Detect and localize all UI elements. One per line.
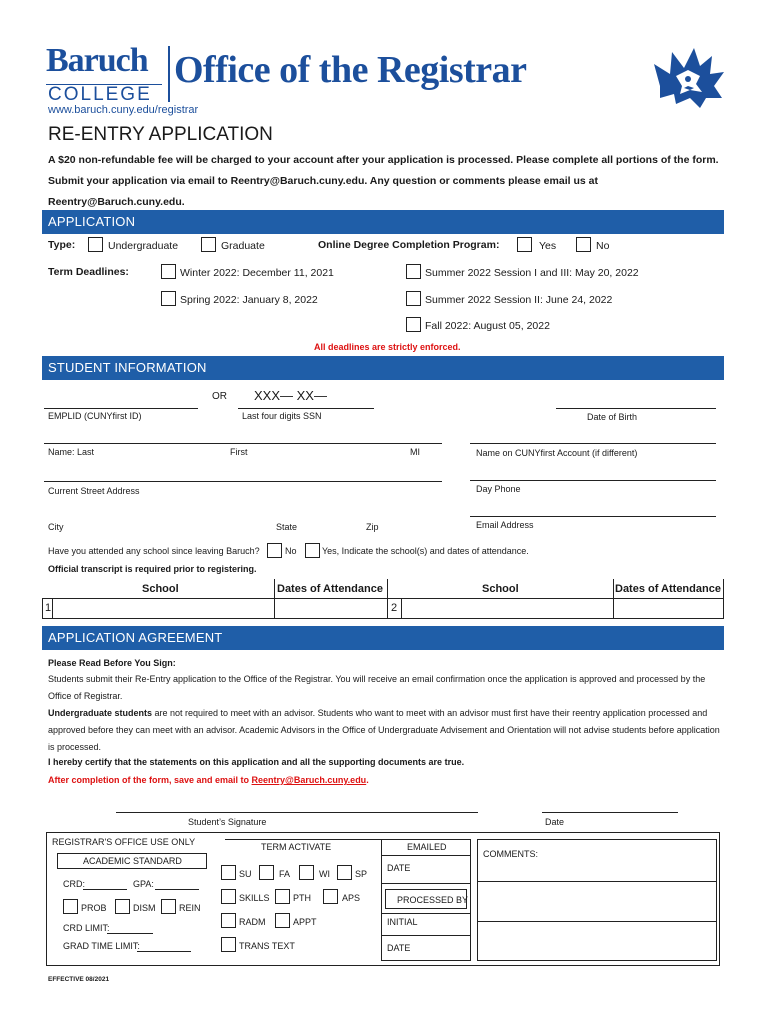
online-program-label: Online Degree Completion Program: <box>318 239 500 251</box>
fa-label: FA <box>279 869 291 879</box>
dates-header-1: Dates of Attendance <box>277 583 383 595</box>
deadline-note: All deadlines are strictly enforced. <box>314 342 461 352</box>
rein-checkbox[interactable] <box>161 899 176 914</box>
ssn-label: Last four digits SSN <box>242 411 322 421</box>
after-completion-end: . <box>366 775 369 785</box>
attended-question: Have you attended any school since leaving Baruch? <box>48 546 260 556</box>
student-info-band: STUDENT INFORMATION <box>42 356 724 380</box>
aps-checkbox[interactable] <box>323 889 338 904</box>
last-name-label: Name: Last <box>48 447 95 457</box>
sp-label: SP <box>355 869 368 879</box>
transcript-note: Official transcript is required prior to registering. <box>48 564 257 574</box>
emplid-label: EMPLID (CUNYfirst ID) <box>48 411 142 421</box>
form-intro: A $20 non-refundable fee will be charged to your account after your application is processed. Please complete all portions of the form. Submit your application via email to Reentry@Baruch.cuny.edu. Any question or comments please email us at Reentry@Baruch.cuny.edu. <box>48 154 719 208</box>
su-checkbox[interactable] <box>221 865 236 880</box>
zip-label: Zip <box>366 522 379 532</box>
registrar-website[interactable]: www.baruch.cuny.edu/registrar <box>48 104 199 116</box>
wi-checkbox[interactable] <box>299 865 314 880</box>
row-number-2: 2 <box>391 602 398 614</box>
term-deadlines-label: Term Deadlines: <box>48 266 129 278</box>
emailed-label: EMAILED <box>407 842 447 852</box>
school-header-2: School <box>482 583 519 595</box>
or-label: OR <box>212 391 227 402</box>
letterhead <box>44 42 726 118</box>
winter-label: Winter 2022: December 11, 2021 <box>180 267 334 279</box>
processed-by-label: PROCESSED BY <box>397 895 469 905</box>
undergraduate-students-bold: Undergraduate students <box>48 708 153 718</box>
graduate-label: Graduate <box>221 240 265 252</box>
application-band: APPLICATION <box>42 210 724 234</box>
summer2-checkbox[interactable] <box>406 291 421 306</box>
agreement-p2 <box>48 705 720 756</box>
fall-label: Fall 2022: August 05, 2022 <box>425 320 550 332</box>
ssn-mask: XXX— XX— <box>254 388 327 403</box>
spring-checkbox[interactable] <box>161 291 176 306</box>
crd-label: CRD: <box>63 879 85 889</box>
logo-baruch-text: Baruch <box>46 42 148 79</box>
row-number-1: 1 <box>45 602 52 614</box>
sp-checkbox[interactable] <box>337 865 352 880</box>
email-label: Email Address <box>476 520 534 530</box>
after-completion-note <box>48 775 369 785</box>
rein-label: REIN <box>179 903 201 913</box>
office-use-box <box>46 832 720 966</box>
term-activate-label: TERM ACTIVATE <box>261 842 332 852</box>
attended-no-label: No <box>285 546 297 556</box>
dates-header-2: Dates of Attendance <box>615 583 721 595</box>
attended-yes-label: Yes, Indicate the school(s) and dates of attendance. <box>322 546 529 556</box>
radm-checkbox[interactable] <box>221 913 236 928</box>
prob-label: PROB <box>81 903 107 913</box>
dob-label: Date of Birth <box>587 412 638 422</box>
grad-time-limit-label: GRAD TIME LIMIT: <box>63 941 140 951</box>
pth-checkbox[interactable] <box>275 889 290 904</box>
processed-date-label: DATE <box>387 943 411 953</box>
attended-no-checkbox[interactable] <box>267 543 282 558</box>
trans-text-label: TRANS TEXT <box>239 941 295 951</box>
skills-label: SKILLS <box>239 893 270 903</box>
state-label: State <box>276 522 298 532</box>
online-yes-label: Yes <box>539 240 557 252</box>
read-before-label: Please Read Before You Sign: <box>48 658 176 668</box>
online-yes-checkbox[interactable] <box>517 237 532 252</box>
baruch-logo <box>46 42 164 105</box>
crd-limit-label: CRD LIMIT: <box>63 923 110 933</box>
undergraduate-checkbox[interactable] <box>88 237 103 252</box>
winter-checkbox[interactable] <box>161 264 176 279</box>
reentry-email-link[interactable]: Reentry@Baruch.cuny.edu <box>251 775 367 785</box>
logo-college-text: COLLEGE <box>48 84 152 105</box>
school-header-1: School <box>142 583 179 595</box>
effective-date: EFFECTIVE 08/2021 <box>48 976 110 983</box>
gpa-label: GPA: <box>133 879 154 889</box>
fall-checkbox[interactable] <box>406 317 421 332</box>
academic-standard-label: ACADEMIC STANDARD <box>83 856 182 866</box>
summer1-checkbox[interactable] <box>406 264 421 279</box>
radm-label: RADM <box>239 917 266 927</box>
agreement-p2-text: are not required to meet with an advisor. Students who want to meet with an advisor must first have their reentry application processed and approved before they can meet with an advisor. Academic Advisors in the Office of Undergraduate Advisement and Orientation will not advise students before application is processed. <box>48 708 720 752</box>
appt-checkbox[interactable] <box>275 913 290 928</box>
skills-checkbox[interactable] <box>221 889 236 904</box>
prob-checkbox[interactable] <box>63 899 78 914</box>
dism-checkbox[interactable] <box>115 899 130 914</box>
wi-label: WI <box>319 869 330 879</box>
after-completion-text: After completion of the form, save and email to <box>48 775 252 785</box>
office-use-title: REGISTRAR'S OFFICE USE ONLY <box>52 837 196 847</box>
comments-label: COMMENTS: <box>483 849 538 859</box>
date-label: Date <box>545 817 565 827</box>
emailed-date-label: DATE <box>387 863 411 873</box>
first-name-label: First <box>230 447 248 457</box>
online-no-checkbox[interactable] <box>576 237 591 252</box>
aps-label: APS <box>342 893 361 903</box>
bearcat-mascot-icon <box>650 46 726 110</box>
attended-yes-checkbox[interactable] <box>305 543 320 558</box>
online-no-label: No <box>596 240 610 252</box>
date-line[interactable] <box>542 812 678 813</box>
city-label: City <box>48 522 64 532</box>
fa-checkbox[interactable] <box>259 865 274 880</box>
cunyfirst-name-label: Name on CUNYfirst Account (if different) <box>476 448 638 458</box>
dism-label: DISM <box>133 903 156 913</box>
initial-label: INITIAL <box>387 917 418 927</box>
form-title: RE-ENTRY APPLICATION <box>48 124 273 145</box>
signature-label: Student’s Signature <box>188 817 267 827</box>
summer1-label: Summer 2022 Session I and III: May 20, 2022 <box>425 267 639 279</box>
spring-label: Spring 2022: January 8, 2022 <box>180 294 318 306</box>
undergraduate-label: Undergraduate <box>108 240 179 252</box>
school-table <box>42 579 724 619</box>
summer2-label: Summer 2022 Session II: June 24, 2022 <box>425 294 613 306</box>
agreement-p1: Students submit their Re-Entry application to the Office of the Registrar. You will receive an email confirmation once the application is approved and processed by the Office of Registrar. <box>48 674 706 701</box>
mi-label: MI <box>410 447 420 457</box>
signature-line[interactable] <box>116 812 478 813</box>
certify-statement: I hereby certify that the statements on this application and all the supporting documents are true. <box>48 757 465 767</box>
su-label: SU <box>239 869 252 879</box>
agreement-band: APPLICATION AGREEMENT <box>42 626 724 650</box>
pth-label: PTH <box>293 893 311 903</box>
office-title: Office of the Registrar <box>174 49 527 91</box>
street-label: Current Street Address <box>48 486 140 496</box>
day-phone-label: Day Phone <box>476 484 521 494</box>
graduate-checkbox[interactable] <box>201 237 216 252</box>
trans-text-checkbox[interactable] <box>221 937 236 952</box>
appt-label: APPT <box>293 917 317 927</box>
type-label: Type: <box>48 239 76 251</box>
